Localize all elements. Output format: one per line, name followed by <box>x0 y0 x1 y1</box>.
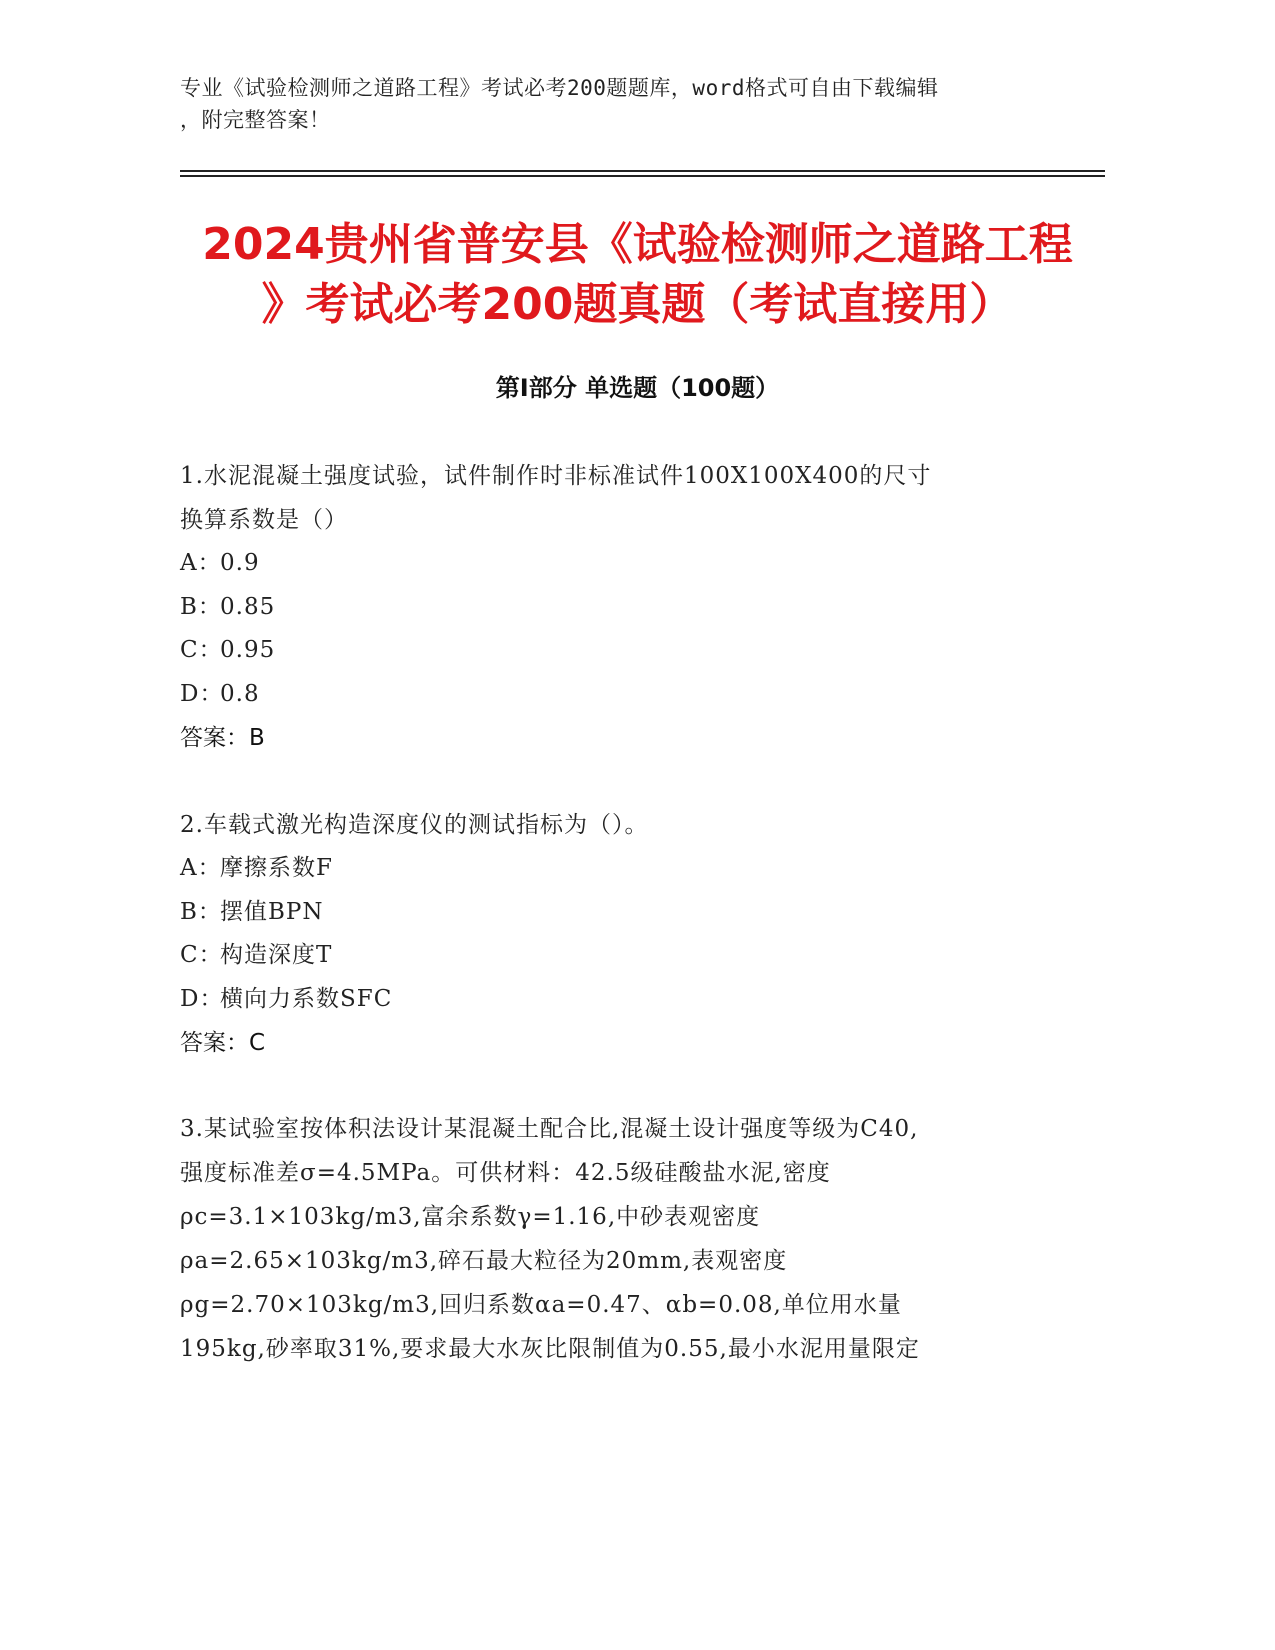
question-text: 换算系数是（） <box>180 507 348 533</box>
header-divider <box>180 175 1105 177</box>
header-note-line: 专业《试验检测师之道路工程》考试必考200题题库，word格式可自由下载编辑 <box>180 76 939 100</box>
option-key: A： <box>180 550 222 576</box>
option-d <box>180 673 1060 717</box>
option-a <box>180 847 1060 891</box>
question-item <box>180 1107 1060 1371</box>
option-c <box>180 934 1060 978</box>
question-text: 2.车载式激光构造深度仪的测试指标为（）。 <box>180 812 649 838</box>
option-value: 横向力系数SFC <box>220 985 393 1012</box>
header-note <box>180 72 1060 136</box>
header-note-line: ，附完整答案！ <box>180 108 331 132</box>
question-text: ρa=2.65×103kg/m3,碎石最大粒径为20mm,表观密度 <box>180 1248 788 1274</box>
option-value: 0.95 <box>220 637 276 663</box>
title-line: 》考试必考200题真题（考试直接用） <box>261 279 1014 330</box>
answer-text: 答案：C <box>180 1030 266 1056</box>
option-key: C： <box>180 637 223 663</box>
option-key: C： <box>180 942 223 968</box>
question-item <box>180 454 1060 760</box>
question-text: 1.水泥混凝土强度试验，试件制作时非标准试件100X100X400的尺寸 <box>180 463 932 489</box>
option-value: 摆值BPN <box>220 898 324 925</box>
option-value: 0.9 <box>220 550 260 576</box>
question-text: 强度标准差σ=4.5MPa。可供材料：42.5级硅酸盐水泥,密度 <box>180 1160 831 1186</box>
option-value: 摩擦系数F <box>220 855 333 881</box>
title-line: 2024贵州省普安县《试验检测师之道路工程 <box>202 219 1073 270</box>
option-value: 构造深度T <box>220 942 333 968</box>
option-key: B： <box>180 593 222 620</box>
option-d <box>180 978 1060 1022</box>
question-item <box>180 803 1060 1065</box>
option-key: D： <box>180 680 224 707</box>
option-b <box>180 891 1060 935</box>
question-text: ρc=3.1×103kg/m3,富余系数γ=1.16,中砂表观密度 <box>180 1204 761 1230</box>
option-key: B： <box>180 898 222 925</box>
option-value: 0.8 <box>220 680 260 707</box>
question-text: ρg=2.70×103kg/m3,回归系数αa=0.47、αb=0.08,单位用水量 <box>180 1292 902 1318</box>
document-title <box>150 215 1125 335</box>
question-text: 3.某试验室按体积法设计某混凝土配合比,混凝土设计强度等级为C40, <box>180 1116 919 1142</box>
section-heading: 第Ⅰ部分 单选题（100题） <box>495 374 780 402</box>
option-key: A： <box>180 855 222 881</box>
question-text: 195kg,砂率取31%,要求最大水灰比限制值为0.55,最小水泥用量限定 <box>180 1336 920 1362</box>
option-value: 0.85 <box>220 593 276 620</box>
option-c <box>180 629 1060 673</box>
answer-text: 答案：B <box>180 725 265 751</box>
header-divider <box>180 170 1105 172</box>
option-b <box>180 586 1060 630</box>
option-key: D： <box>180 985 224 1012</box>
option-a <box>180 542 1060 586</box>
